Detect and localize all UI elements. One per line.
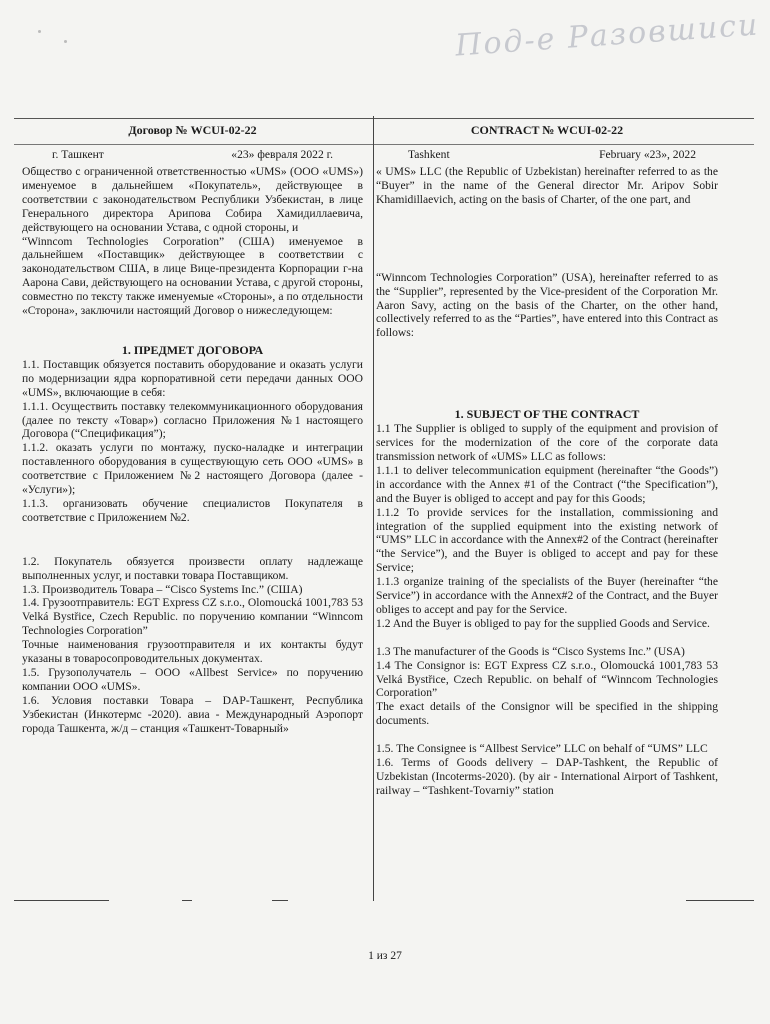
column-divider: [373, 116, 374, 901]
clause-1-1-en: 1.1 The Supplier is obliged to supply of the equipment and provision of services for the modernization of the core of the corporate data transmission network of «UMS» LLC as follows:: [376, 422, 718, 463]
date-ru: «23» февраля 2022 г.: [231, 148, 333, 161]
clause-1-1-ru: 1.1. Поставщик обязуется поставить оборудование и оказать услуги по модернизации ядра корпоративной сети передачи данных ООО «UMS», включающие в себя:: [22, 357, 363, 399]
place-date-ru: [22, 144, 363, 165]
clause-1-1-2-en: 1.1.2 To provide services for the installation, commissioning and integration of the supplied equipment into the existing network of “UMS” LLC in accordance with the Annex#2 of the Contract (hereinafter “the Service”), and the Buyer is obliged to accept and pay for these Service;: [376, 505, 718, 575]
parties-buyer-en: « UMS» LLC (the Republic of Uzbekistan) hereinafter referred to as the “Buyer” in the name of the General director Mr. Aripov Sobir Khamidillaevich, acting on the basis of Charter, of the one part, and: [376, 165, 718, 206]
clause-1-1-1-ru: 1.1.1. Осуществить поставку телекоммуникационного оборудования (далее по тексту «Товар») согласно Приложения №1 настоящего Договора (“Спецификация”);: [22, 399, 363, 441]
parties-supplier-en: “Winncom Technologies Corporation” (USA), hereinafter referred to as the “Supplier”, represented by the Vice-president of the Corporation Mr. Aaron Savy, acting on the basis of the Charter, on the other hand, collectively referred to as the “Parties”, have entered into this Contract as follows:: [376, 270, 718, 340]
parties-buyer-ru: Общество с ограниченной ответственностью «UMS» (ООО «UMS») именуемое в дальнейшем «Покупатель», действующее в соответствии с законодательством Республики Узбекистан, в лице Генерального директора Арипова Собира Хамидиллаевича, действующего на основании Устава, с одной стороны, и: [22, 165, 363, 234]
clause-1-4-ru: 1.4. Грузоотправитель: EGT Express CZ s.r.o., Olomoucká 1001,783 53 Velká Bystřice, Czech Republic. по поручению компании “Winncom Technologies Corporation”: [22, 596, 363, 638]
clause-1-4-note-ru: Точные наименования грузоотправителя и их контакты будут указаны в товаросопроводительных документах.: [22, 638, 363, 666]
clause-1-4-en: 1.4 The Consignor is: EGT Express CZ s.r.o., Olomoucká 1001,783 53 Velká Bystřice, Czech Republic. on behalf of “Winncom Technologies Corporation”: [376, 658, 718, 700]
clause-1-1-2-ru: 1.1.2. оказать услуги по монтажу, пуско-наладке и интеграции поставленного оборудования в существующую сеть ООО «UMS» в соответствие с Приложением №2 настоящего Договора (далее - «Услуги»);: [22, 441, 363, 497]
date-en: February «23», 2022: [599, 148, 696, 161]
contract-title-en: CONTRACT № WCUI-02-22: [470, 123, 624, 137]
page-number: 1 из 27: [368, 950, 402, 962]
clause-1-6-ru: 1.6. Условия поставки Товара – DAP-Ташкент, Республика Узбекистан (Инкотермс -2020). авиа - Международный Аэропорт города Ташкента, ж/д – станция «Ташкент-Товарный»: [22, 693, 363, 735]
table-bottom-border: [686, 900, 754, 901]
clause-1-1-3-en: 1.1.3 organize training of the specialists of the Buyer (hereinafter “the Service”) in accordance with the Annex#2 of the Contract, and the Buyer obliges to accept and pay for the Service.: [376, 575, 718, 616]
english-column: [376, 118, 718, 798]
clause-1-4-note-en: The exact details of the Consignor will be specified in the shipping documents.: [376, 700, 718, 728]
scan-speck: [64, 40, 67, 43]
contract-title-ru: Договор № WCUI-02-22: [128, 123, 257, 137]
table-bottom-border: [272, 900, 288, 901]
clause-1-2-ru: 1.2. Покупатель обязуется произвести оплату надлежаще выполненных услуг, и поставки товара Поставщиком.: [22, 554, 363, 582]
clause-1-1-3-ru: 1.1.3. организовать обучение специалистов Покупателя в соответствие с Приложением №2.: [22, 496, 363, 524]
section-title-en: 1. SUBJECT OF THE CONTRACT: [454, 407, 640, 422]
clause-1-5-ru: 1.5. Грузополучатель – ООО «Allbest Service» по поручению компании ООО «UMS».: [22, 666, 363, 693]
scan-speck: [38, 30, 41, 33]
section-title-ru: 1. ПРЕДМЕТ ДОГОВОРА: [121, 342, 264, 357]
parties-supplier-ru: “Winncom Technologies Corporation” (США) именуемое в дальнейшем «Поставщик» действующее в соответствии с законодательством США, в лице Вице-президента Корпорации г-на Аарона Сави, действующего на основании Устава, с другой стороны, совместно по тексту также именуемые «Стороны», а по отдельности «Сторона», заключили настоящий Договор о нижеследующем:: [22, 234, 363, 318]
city-en: Tashkent: [408, 148, 450, 161]
clause-1-2-en: 1.2 And the Buyer is obliged to pay for the supplied Goods and Service.: [376, 616, 710, 630]
contract-page: [14, 116, 754, 906]
clause-1-5-en: 1.5. The Consignee is “Allbest Service” LLC on behalf of “UMS” LLC: [376, 742, 708, 756]
clause-1-3-en: 1.3 The manufacturer of the Goods is “Cisco Systems Inc.” (USA): [376, 644, 685, 658]
table-bottom-border: [14, 900, 109, 901]
clause-1-6-en: 1.6. Terms of Goods delivery – DAP-Tashkent, the Republic of Uzbekistan (Incoterms-2020). (by air - International Airport of Tashkent, railway – “Tashkent-Tovarniy” station: [376, 756, 718, 797]
table-bottom-border: [182, 900, 192, 901]
russian-column: [22, 118, 363, 736]
clause-1-3-ru: 1.3. Производитель Товара – “Cisco Systems Inc.” (США): [22, 582, 303, 596]
clause-1-1-1-en: 1.1.1 to deliver telecommunication equipment (hereinafter “the Goods”) in accordance with the Annex #1 of the Contract (“the Specification”), and the Buyer is obliged to accept and pay for this Goods;: [376, 463, 718, 505]
place-date-en: [376, 144, 718, 165]
city-ru: г. Ташкент: [52, 148, 104, 161]
handwritten-note: Под-е Разовшиси: [454, 7, 761, 64]
